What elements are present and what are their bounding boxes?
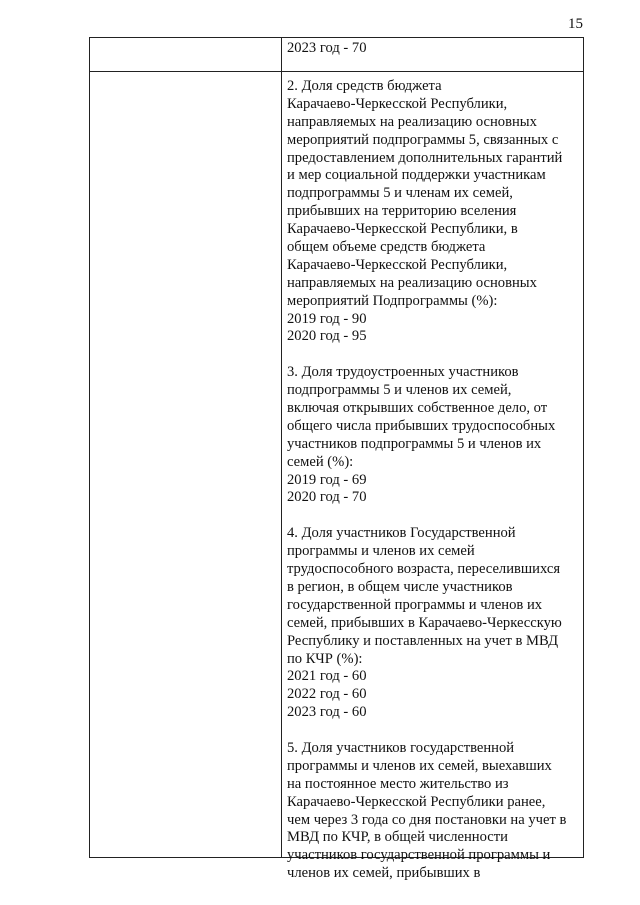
text-line: 2022 год - 60	[287, 686, 367, 703]
text-line: членов их семей, прибывших в	[287, 865, 481, 882]
text-line: 2019 год - 69	[287, 471, 367, 488]
text-line: 2020 год - 70	[287, 489, 367, 506]
row-divider	[90, 71, 583, 72]
text-line: 5. Доля участников государственной	[287, 739, 515, 756]
text-line: Карачаево-Черкесской Республики,	[287, 256, 508, 273]
text-line: Карачаево-Черкесской Республики,	[287, 95, 508, 112]
text-line: государственной программы и членов их	[287, 596, 543, 613]
text-line: предоставлением дополнительных гарантий	[287, 149, 563, 166]
page-number: 15	[568, 16, 583, 32]
text-line: 2023 год - 60	[287, 704, 367, 721]
indicator-2-block	[287, 78, 583, 346]
text-line: включая открывших собственное дело, от	[287, 400, 548, 417]
text-line: по КЧР (%):	[287, 650, 363, 667]
text-line: Карачаево-Черкесской Республики ранее,	[287, 793, 546, 810]
text-line: участников подпрограммы 5 и членов их	[287, 435, 542, 452]
table-row-1-right-cell	[287, 40, 583, 58]
indicator-4-block	[287, 525, 583, 722]
text-line: программы и членов их семей	[287, 543, 475, 560]
text-line: 4. Доля участников Государственной	[287, 525, 516, 542]
text-line: трудоспособного возраста, переселившихся	[287, 561, 561, 578]
document-table	[89, 37, 584, 882]
indicator-3-block	[287, 364, 583, 507]
text-line: 2021 год - 60	[287, 668, 367, 685]
text-line: направляемых на реализацию основных	[287, 274, 537, 291]
table-row-2-right-cell	[287, 78, 583, 883]
text-line: Карачаево-Черкесской Республики, в	[287, 221, 518, 238]
text-line: 2. Доля средств бюджета	[287, 78, 442, 94]
text-line: в регион, в общем числе участников	[287, 578, 513, 595]
text-line: подпрограммы 5 и членов их семей,	[287, 382, 512, 399]
text-line: мероприятий подпрограммы 5, связанных с	[287, 131, 559, 148]
text-line: МВД по КЧР, в общей численности	[287, 829, 508, 846]
text-line: программы и членов их семей, выехавших	[287, 757, 552, 774]
text-line: общего числа прибывших трудоспособных	[287, 417, 556, 434]
text-line: семей (%):	[287, 453, 354, 470]
text-line: участников государственной программы и	[287, 847, 551, 864]
text-line: подпрограммы 5 и членам их семей,	[287, 185, 513, 202]
text-line: 2020 год - 95	[287, 328, 367, 345]
text-line: общем объеме средств бюджета	[287, 239, 486, 256]
text-line: прибывших на территорию вселения	[287, 203, 517, 220]
text-line: 2023 год - 70	[287, 40, 367, 56]
text-line: и мер социальной поддержки участникам	[287, 167, 546, 184]
column-divider	[281, 38, 282, 857]
text-line: чем через 3 года со дня постановки на учет в	[287, 811, 567, 828]
indicator-5-block	[287, 740, 583, 883]
text-line: 3. Доля трудоустроенных участников	[287, 364, 519, 381]
text-line: Республику и поставленных на учет в МВД	[287, 632, 559, 649]
text-line: на постоянное место жительство из	[287, 775, 509, 792]
text-line: направляемых на реализацию основных	[287, 113, 537, 130]
text-line: мероприятий Подпрограммы (%):	[287, 292, 498, 309]
text-line: семей, прибывших в Карачаево-Черкесскую	[287, 614, 562, 631]
text-line: 2019 год - 90	[287, 310, 367, 327]
